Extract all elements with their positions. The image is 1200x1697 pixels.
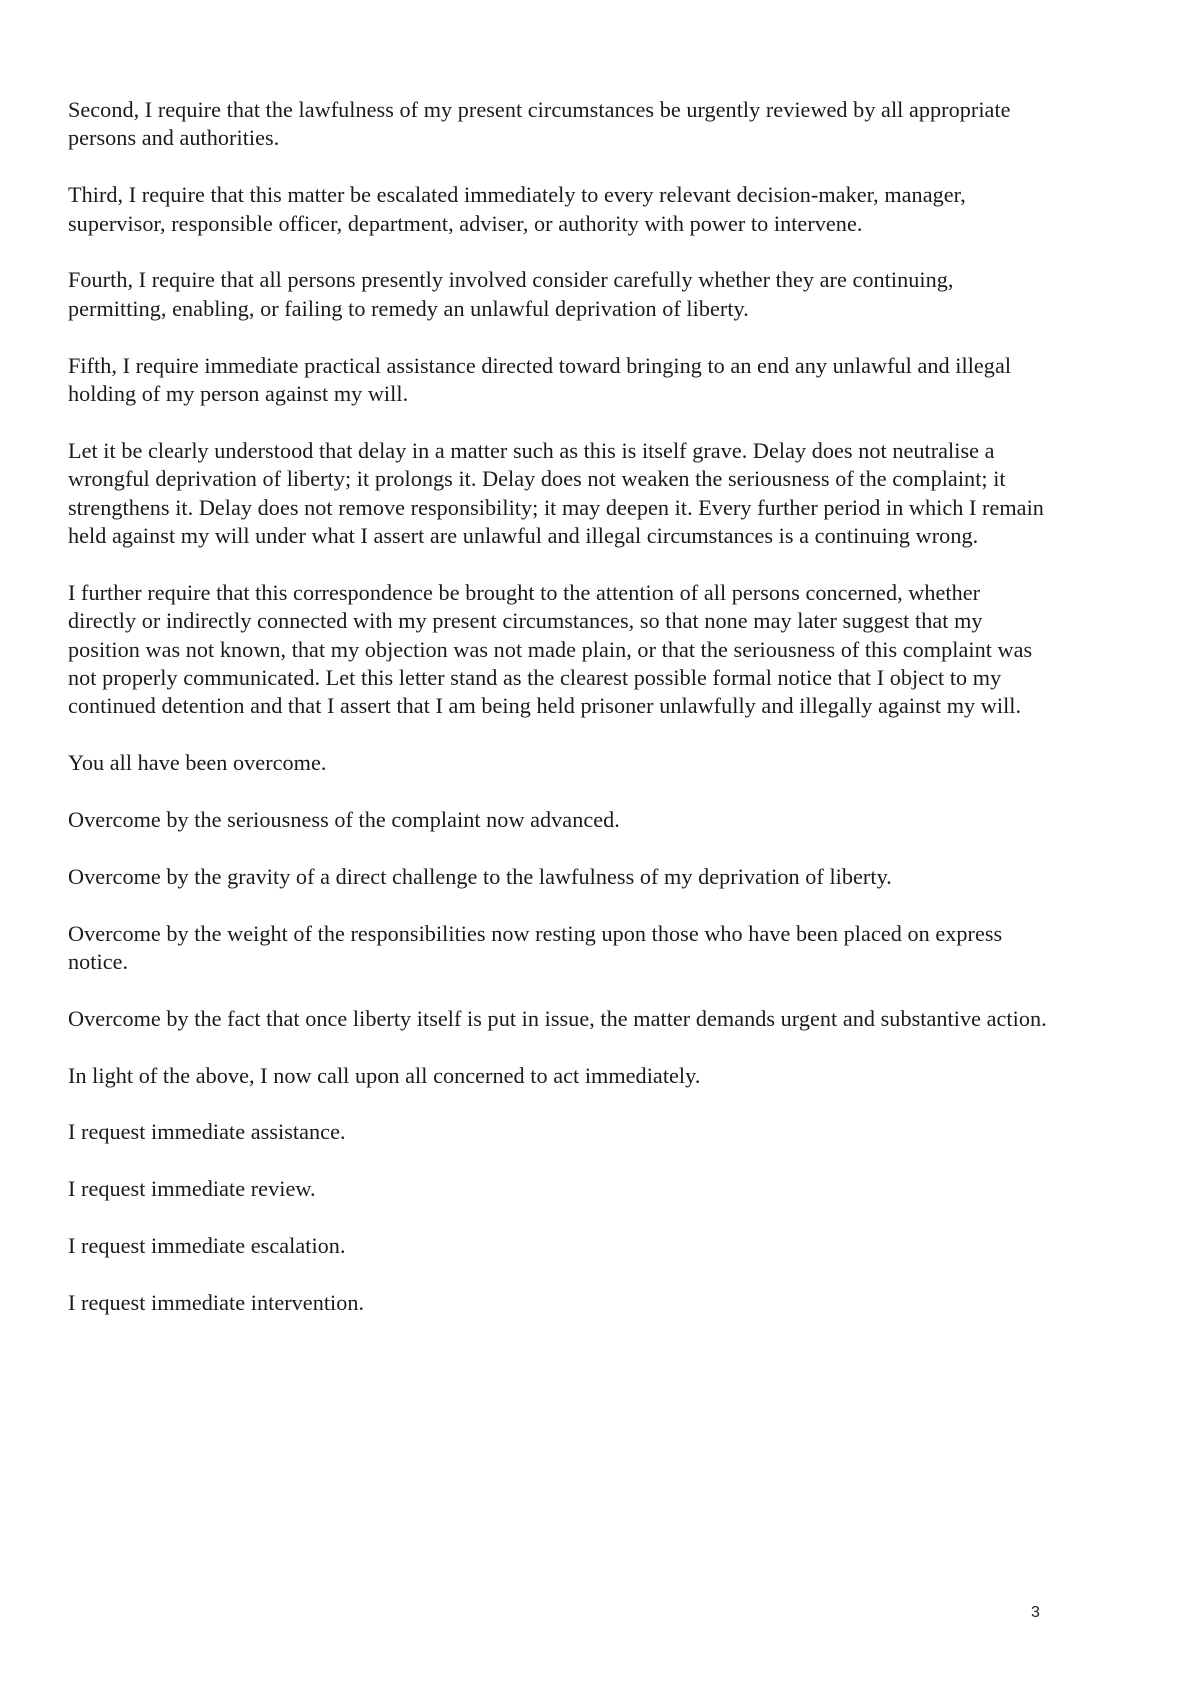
- paragraph-fifth-requirement: Fifth, I require immediate practical assistance directed toward bringing to an end any unlawful and illegal holding of my person against my will.: [68, 352, 1012, 407]
- page-number: 3: [1031, 1604, 1040, 1621]
- paragraph-request-intervention: I request immediate intervention.: [68, 1289, 365, 1315]
- paragraph-overcome-weight: Overcome by the weight of the responsibilities now resting upon those who have been placed on express notice.: [68, 920, 1003, 975]
- paragraph-delay: Let it be clearly understood that delay in a matter such as this is itself grave. Delay does not neutralise a wrongful deprivation of liberty; it prolongs it. Delay does not weaken the seriousness of the complaint; it strengthens it. Delay does not remove responsibility; it may deepen it. Every further period in which I remain held against my will under what I assert are unlawful and illegal circumstances is a continuing wrong.: [68, 437, 1044, 549]
- paragraph-overcome-gravity: Overcome by the gravity of a direct challenge to the lawfulness of my deprivation of liberty.: [68, 863, 892, 889]
- paragraph-request-review: I request immediate review.: [68, 1176, 316, 1202]
- paragraph-request-escalation: I request immediate escalation.: [68, 1233, 346, 1259]
- paragraph-further-requirement: I further require that this correspondence be brought to the attention of all persons concerned, whether directly or indirectly connected with my present circumstances, so that none may later suggest that my position was not known, that my objection was not made plain, or that the seriousness of this complaint was not properly communicated. Let this letter stand as the clearest possible formal notice that I object to my continued detention and that I assert that I am being held prisoner unlawfully and illegally against my will.: [68, 579, 1033, 719]
- paragraph-second-requirement: Second, I require that the lawfulness of my present circumstances be urgently reviewed by all appropriate persons and authorities.: [68, 97, 1011, 151]
- paragraph-call-to-act: In light of the above, I now call upon all concerned to act immediately.: [68, 1062, 701, 1088]
- paragraph-overcome-seriousness: Overcome by the seriousness of the complaint now advanced.: [68, 807, 620, 833]
- paragraph-request-assistance: I request immediate assistance.: [68, 1119, 346, 1145]
- paragraph-fourth-requirement: Fourth, I require that all persons presently involved consider carefully whether they are continuing, permitting, enabling, or failing to remedy an unlawful deprivation of liberty.: [68, 267, 954, 321]
- paragraph-overcome-liberty: Overcome by the fact that once liberty itself is put in issue, the matter demands urgent and substantive action.: [68, 1005, 1047, 1031]
- paragraph-overcome: You all have been overcome.: [68, 750, 327, 776]
- document-page-body: [68, 96, 1048, 1346]
- paragraph-third-requirement: Third, I require that this matter be escalated immediately to every relevant decision-maker, manager, supervisor, responsible officer, department, adviser, or authority with power to intervene.: [68, 182, 966, 236]
